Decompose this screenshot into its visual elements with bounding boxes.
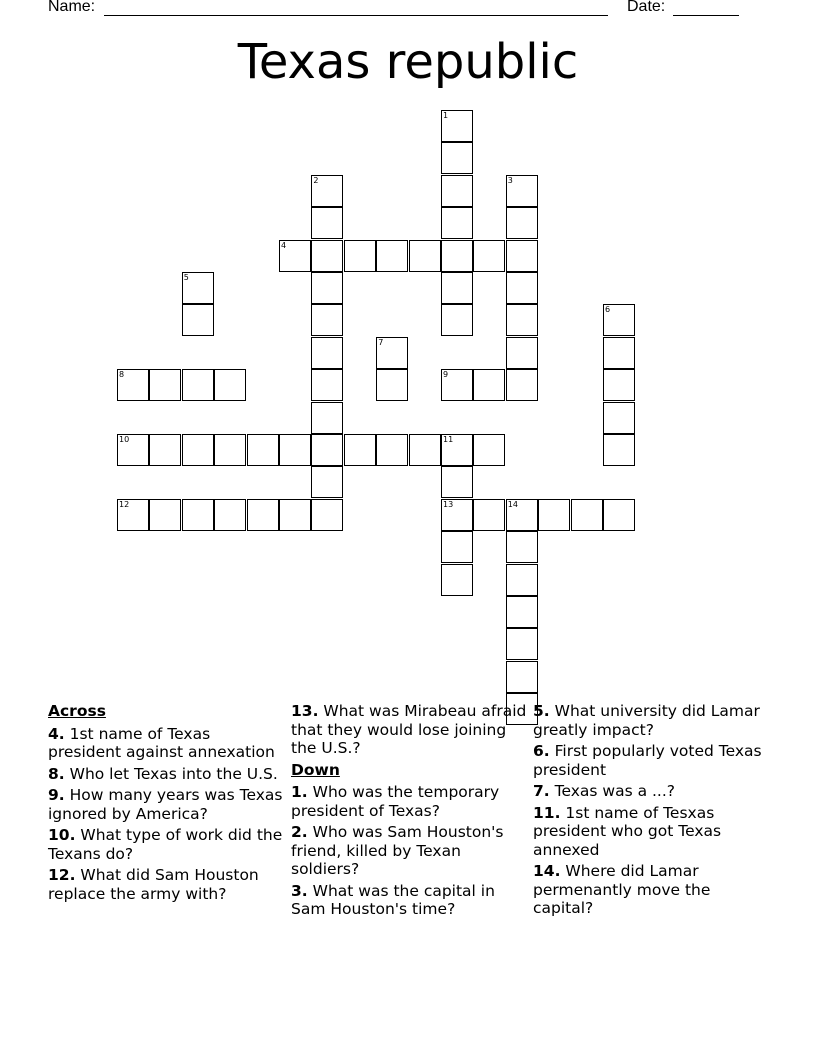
clue-down-7: 7. Texas was a ...? — [533, 782, 676, 800]
crossword-cell[interactable] — [538, 499, 570, 531]
clue-column-2 — [291, 702, 527, 922]
crossword-cell[interactable] — [311, 175, 343, 207]
clue-down-14: 14. Where did Lamar permenantly move the capital? — [533, 862, 711, 917]
crossword-cell[interactable] — [603, 304, 635, 336]
clue-number: 5 — [183, 273, 189, 282]
clue-number: 13 — [443, 499, 454, 509]
crossword-cell[interactable] — [149, 499, 181, 531]
clue-across-8: 8. Who let Texas into the U.S. — [48, 764, 278, 783]
crossword-cell[interactable] — [311, 337, 343, 369]
across-heading: Across — [48, 702, 106, 720]
clue-across-10: 10. What type of work did the Texans do? — [48, 826, 283, 863]
crossword-cell[interactable] — [473, 434, 505, 466]
crossword-cell[interactable] — [279, 499, 311, 531]
crossword-cell[interactable] — [506, 499, 538, 531]
crossword-cell[interactable] — [603, 499, 635, 531]
crossword-cell[interactable] — [117, 499, 149, 531]
clue-number: 8 — [119, 370, 125, 380]
crossword-cell[interactable] — [506, 240, 538, 272]
clue-number: 11 — [443, 435, 454, 444]
crossword-cell[interactable] — [311, 466, 343, 498]
crossword-cell[interactable] — [279, 434, 311, 466]
crossword-cell[interactable] — [506, 272, 538, 304]
crossword-cell[interactable] — [506, 175, 538, 207]
crossword-cell[interactable] — [506, 369, 538, 401]
crossword-cell[interactable] — [311, 240, 343, 272]
crossword-cell[interactable] — [441, 207, 473, 239]
crossword-cell[interactable] — [506, 596, 538, 628]
crossword-cell[interactable] — [441, 142, 473, 174]
crossword-cell[interactable] — [441, 369, 473, 401]
crossword-cell[interactable] — [344, 434, 376, 466]
crossword-cell[interactable] — [441, 499, 473, 531]
crossword-cell[interactable] — [441, 272, 473, 304]
crossword-cell[interactable] — [247, 499, 279, 531]
crossword-cell[interactable] — [149, 369, 181, 401]
crossword-cell[interactable] — [506, 304, 538, 336]
crossword-cell[interactable] — [279, 240, 311, 272]
crossword-cell[interactable] — [376, 337, 408, 369]
name-label: Name: — [48, 0, 96, 15]
crossword-cell[interactable] — [311, 499, 343, 531]
clue-down-1: 1. Who was the temporary president of Texas? — [291, 783, 500, 820]
clue-number: 7 — [378, 337, 384, 347]
down-heading: Down — [291, 760, 340, 779]
crossword-cell[interactable] — [311, 434, 343, 466]
clue-down-6: 6. First popularly voted Texas president — [533, 742, 762, 779]
clue-across-12: 12. What did Sam Houston replace the army with? — [48, 866, 259, 903]
crossword-cell[interactable] — [506, 628, 538, 660]
crossword-cell[interactable] — [214, 434, 246, 466]
crossword-cell[interactable] — [311, 304, 343, 336]
clue-number: 4 — [281, 240, 287, 250]
crossword-cell[interactable] — [344, 240, 376, 272]
crossword-cell[interactable] — [409, 240, 441, 272]
crossword-cell[interactable] — [182, 272, 214, 304]
page-title: Texas republic — [237, 34, 579, 90]
clue-across-13: 13. What was Mirabeau afraid that they would lose joining the U.S.? — [291, 702, 527, 757]
crossword-cell[interactable] — [376, 434, 408, 466]
clue-down-5: 5. What university did Lamar greatly impact? — [533, 702, 760, 739]
crossword-cell[interactable] — [473, 499, 505, 531]
clue-number: 9 — [443, 370, 449, 380]
clue-down-2: 2. Who was Sam Houston's friend, killed by Texan soldiers? — [291, 823, 504, 878]
crossword-cell[interactable] — [441, 110, 473, 142]
crossword-cell[interactable] — [441, 531, 473, 563]
crossword-cell[interactable] — [311, 369, 343, 401]
crossword-cell[interactable] — [247, 434, 279, 466]
clue-column-1 — [48, 702, 283, 906]
crossword-cell[interactable] — [441, 466, 473, 498]
crossword-cell[interactable] — [376, 369, 408, 401]
crossword-cell[interactable] — [571, 499, 603, 531]
crossword-cell[interactable] — [603, 402, 635, 434]
crossword-cell[interactable] — [311, 272, 343, 304]
crossword-cell[interactable] — [409, 434, 441, 466]
crossword-cell[interactable] — [117, 434, 149, 466]
crossword-cell[interactable] — [603, 369, 635, 401]
clue-number: 1 — [443, 111, 449, 120]
crossword-cell[interactable] — [441, 304, 473, 336]
clue-number: 6 — [605, 305, 611, 315]
crossword-cell[interactable] — [182, 304, 214, 336]
crossword-cell[interactable] — [603, 337, 635, 369]
clue-across-9: 9. How many years was Texas ignored by America? — [48, 786, 283, 823]
clue-number: 14 — [507, 499, 518, 509]
crossword-cell[interactable] — [473, 240, 505, 272]
clue-number: 10 — [119, 435, 130, 444]
crossword-cell[interactable] — [214, 369, 246, 401]
clue-number: 2 — [313, 175, 319, 185]
clue-column-3 — [533, 702, 768, 921]
clue-number: 12 — [119, 499, 130, 509]
crossword-cell[interactable] — [311, 402, 343, 434]
crossword-cell[interactable] — [441, 240, 473, 272]
date-label: Date: — [627, 0, 666, 15]
crossword-cell[interactable] — [149, 434, 181, 466]
crossword-cell[interactable] — [506, 337, 538, 369]
crossword-cell[interactable] — [376, 240, 408, 272]
crossword-cell[interactable] — [603, 434, 635, 466]
crossword-cell[interactable] — [441, 434, 473, 466]
crossword-cell[interactable] — [214, 499, 246, 531]
clue-down-11: 11. 1st name of Tesxas president who got Texas annexed — [533, 803, 722, 859]
crossword-cell[interactable] — [506, 207, 538, 239]
crossword-cell[interactable] — [182, 369, 214, 401]
crossword-cell[interactable] — [506, 564, 538, 596]
crossword-cell[interactable] — [506, 661, 538, 693]
crossword-cell[interactable] — [182, 434, 214, 466]
crossword-cell[interactable] — [182, 499, 214, 531]
crossword-cell[interactable] — [441, 564, 473, 596]
clue-across-4: 4. 1st name of Texas president against annexation — [48, 724, 275, 761]
crossword-cell[interactable] — [473, 369, 505, 401]
clue-down-3: 3. What was the capital in Sam Houston's time? — [291, 881, 495, 918]
crossword-cell[interactable] — [441, 175, 473, 207]
clue-number: 3 — [507, 175, 513, 185]
crossword-cell[interactable] — [311, 207, 343, 239]
crossword-cell[interactable] — [117, 369, 149, 401]
crossword-cell[interactable] — [506, 531, 538, 563]
